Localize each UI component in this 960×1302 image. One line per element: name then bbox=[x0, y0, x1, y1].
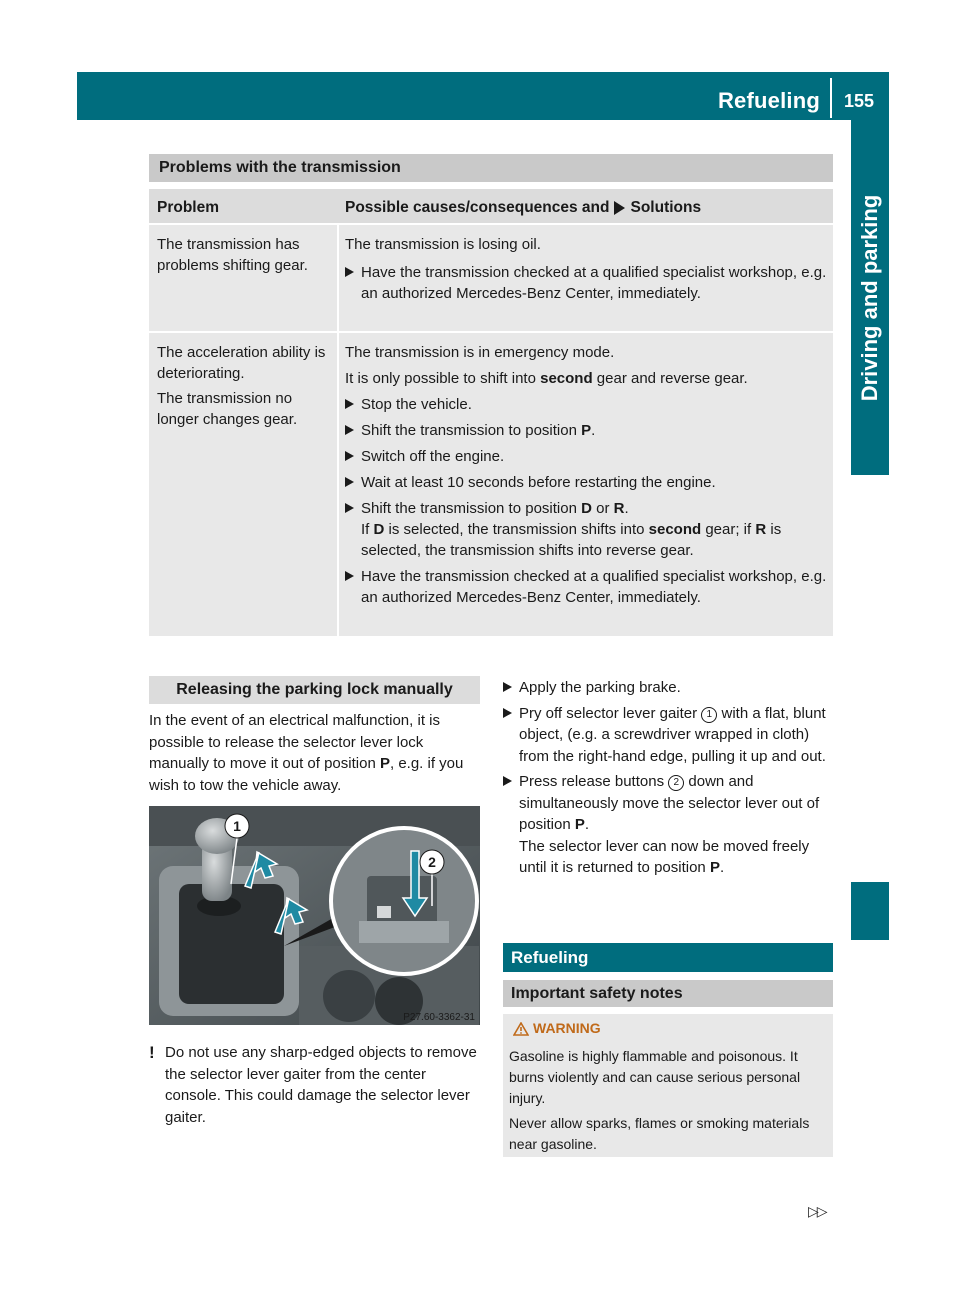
warning-title: WARNING bbox=[533, 1020, 601, 1036]
table-row bbox=[149, 333, 833, 636]
list-item: Wait at least 10 seconds before restarting the engine. bbox=[345, 472, 827, 493]
table-header bbox=[149, 189, 833, 223]
header-separator bbox=[830, 78, 832, 118]
section-safety-notes: Important safety notes bbox=[503, 980, 833, 1007]
arrow-right-icon bbox=[614, 201, 625, 215]
side-tab-gap bbox=[851, 475, 889, 885]
section-refueling: Refueling bbox=[503, 943, 833, 972]
bullet-arrow-icon bbox=[345, 451, 354, 461]
warning-box bbox=[503, 1014, 833, 1157]
bullet-arrow-icon bbox=[503, 776, 512, 786]
solution-cell: The transmission is losing oil. Have the transmission checked at a qualified specialist workshop, e.g. an authorized Mercedes-Benz Center, immediately. bbox=[345, 236, 827, 302]
side-tab-label: Driving and parking bbox=[857, 194, 882, 401]
bullet-arrow-icon bbox=[345, 267, 354, 277]
list-item: Press release buttons 2 down and simultaneously move the selector lever out of position P. The selector lever can now be moved freely until it is returned to position P. bbox=[503, 771, 833, 879]
side-tab-marker bbox=[851, 882, 889, 940]
warning-text: Gasoline is highly flammable and poisonous. It burns violently and can cause serious personal injury. Never allow sparks, flames or smoking materials near gasoline. bbox=[509, 1048, 810, 1152]
list-item: Shift the transmission to position P. bbox=[345, 420, 827, 441]
section-heading: Releasing the parking lock manually bbox=[149, 676, 480, 704]
col-causes: Possible causes/consequences and Solutions bbox=[345, 199, 702, 216]
problem-cell: The transmission has problems shifting gear. bbox=[157, 236, 308, 274]
intro-paragraph: In the event of an electrical malfunction, it is possible to release the selector lever lock manually to move it out of position P, e.g. if you wish to tow the vehicle away. bbox=[149, 712, 464, 794]
list-item: Switch off the engine. bbox=[345, 446, 827, 467]
list-item: Pry off selector lever gaiter 1 with a flat, blunt object, (e.g. a screwdriver wrapped in cloth) from the right-hand edge, pulling it up and out. bbox=[503, 703, 833, 768]
col-problem: Problem bbox=[157, 199, 220, 216]
page-number: 155 bbox=[844, 91, 875, 111]
bullet-arrow-icon bbox=[345, 399, 354, 409]
problem-cell: The acceleration ability is deteriorating. The transmission no longer changes gear. bbox=[157, 344, 326, 428]
bullet-arrow-icon bbox=[503, 708, 512, 718]
list-item: Shift the transmission to position D or R. If D is selected, the transmission shifts into second gear; if R is selected, the transmission shifts into reverse gear. bbox=[345, 498, 827, 561]
table-title: Problems with the transmission bbox=[149, 154, 833, 182]
caution-note: ! Do not use any sharp-edged objects to remove the selector lever gaiter from the center console. This could damage the selector lever gaiter. bbox=[149, 1043, 477, 1126]
list-item: Apply the parking brake. bbox=[503, 677, 833, 699]
warning-triangle-icon bbox=[513, 1022, 529, 1036]
callout-ref-2: 2 bbox=[668, 775, 684, 791]
callout-1: 1 bbox=[233, 818, 241, 834]
callout-2: 2 bbox=[428, 854, 436, 870]
bullet-arrow-icon bbox=[345, 571, 354, 581]
bullet-arrow-icon bbox=[345, 503, 354, 513]
callout-ref-1: 1 bbox=[701, 707, 717, 723]
bullet-arrow-icon bbox=[345, 425, 354, 435]
selector-lever-photo bbox=[149, 806, 480, 1025]
photo-code: P27.60-3362-31 bbox=[403, 1012, 475, 1023]
solution-cell: The transmission is in emergency mode. It is only possible to shift into second gear and reverse gear. Stop the vehicle. Shift the transmission to position P. Switch off the engine. Wait at least 10 seconds before restarting the engine. Shift the transmission to position D or R. If D is selected, the transmission shifts into second gear; if R is selected, the transmission shifts into reverse gear. Have the transmission checked at a qualified specialist workshop, e.g. an authorized Mercedes-Benz Center, immediately. bbox=[345, 344, 827, 606]
list-item: Stop the vehicle. bbox=[345, 394, 827, 415]
list-item: Have the transmission checked at a qualified specialist workshop, e.g. an authorized Mercedes-Benz Center, immediately. bbox=[345, 566, 827, 608]
list-item: Have the transmission checked at a qualified specialist workshop, e.g. an authorized Mercedes-Benz Center, immediately. bbox=[345, 262, 827, 304]
bullet-arrow-icon bbox=[503, 682, 512, 692]
table-row bbox=[149, 225, 833, 331]
release-steps bbox=[503, 677, 833, 884]
continue-marker: ▷▷ bbox=[808, 1203, 826, 1219]
caution-icon: ! bbox=[149, 1043, 155, 1062]
bullet-arrow-icon bbox=[345, 477, 354, 487]
chapter-title: Refueling bbox=[717, 88, 820, 113]
